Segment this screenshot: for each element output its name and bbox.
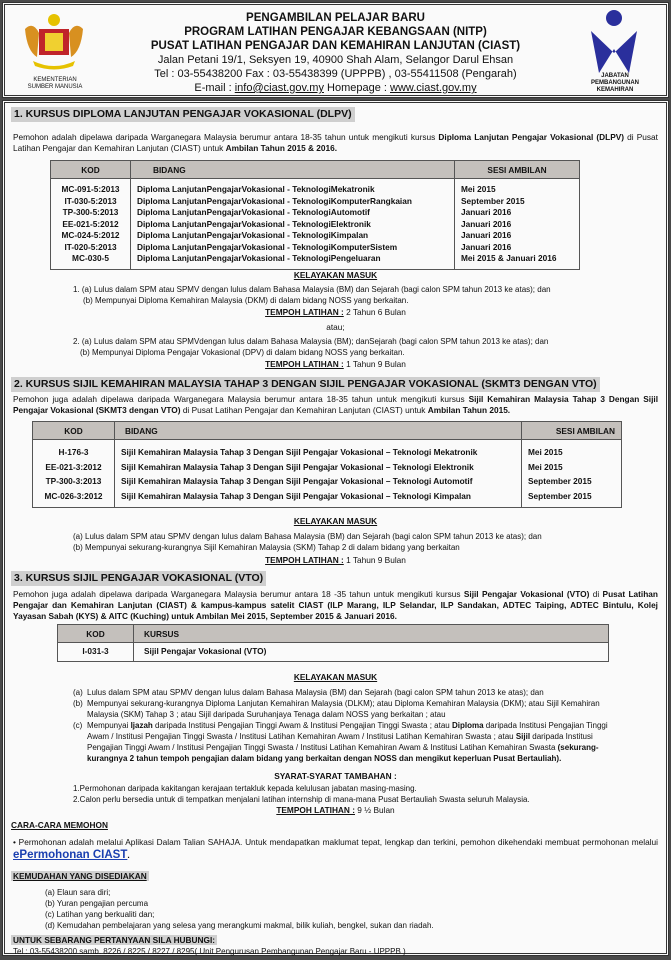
vto-course-table	[57, 624, 609, 662]
col-kod: KOD	[51, 161, 131, 179]
section-1-heading: 1. KURSUS DIPLOMA LANJUTAN PENGAJAR VOKASIONAL (DLPV)	[11, 107, 355, 122]
table-cell: MC-030-5	[51, 253, 131, 269]
table-cell: Diploma LanjutanPengajarVokasional - TeknologiElektronik	[131, 219, 455, 231]
table-cell: I-031-3	[58, 643, 134, 662]
table-cell: Mei 2015	[522, 440, 622, 460]
phone-fax: Tel : 03-55438200 Fax : 03-55438399 (UPPPB) , 03-55411508 (Pengarah)	[154, 68, 517, 80]
table-cell: TP-300-3:2013	[33, 474, 115, 489]
email-link[interactable]: info@ciast.gov.my	[234, 82, 324, 94]
table-row	[33, 440, 622, 460]
table-cell: Januari 2016	[455, 242, 580, 254]
homepage-link[interactable]: www.ciast.gov.my	[390, 82, 477, 94]
facility-item: (d) Kemudahan pembelajaran yang selesa yang merangkumi makmal, bilik kuliah, bengkel, sukan dan riadah.	[45, 921, 434, 930]
table-cell: EE-021-5:2012	[51, 219, 131, 231]
jpk-caption: KEMAHIRAN	[596, 87, 634, 93]
table-row	[51, 207, 580, 219]
table-cell: Diploma LanjutanPengajarVokasional - TeknologiKomputerRangkaian	[131, 196, 455, 208]
table-row	[51, 230, 580, 242]
title-line: PUSAT LATIHAN PENGAJAR DAN KEMAHIRAN LANJUTAN (CIAST)	[150, 40, 521, 52]
table-cell: H-176-3	[33, 440, 115, 460]
tempoh-latihan: TEMPOH LATIHAN : 9 ½ Bulan	[276, 805, 395, 815]
homepage-label: Homepage :	[323, 82, 390, 94]
requirement-item: (b) Mempunyai Diploma Kemahiran Malaysia (DKM) di dalam bidang NOSS yang berkaitan.	[83, 296, 409, 305]
jpk-caption: PEMBANGUNAN	[591, 80, 639, 86]
facility-item: (a) Elaun sara diri;	[45, 888, 111, 897]
table-row	[51, 179, 580, 196]
table-cell: Diploma LanjutanPengajarVokasional - TeknologiKomputerSistem	[131, 242, 455, 254]
facility-item: (b) Yuran pengajian percuma	[45, 899, 149, 908]
table-cell: Diploma LanjutanPengajarVokasional - TeknologiAutomotif	[131, 207, 455, 219]
table-cell: Sijil Pengajar Vokasional (VTO)	[134, 643, 609, 662]
table-row	[51, 242, 580, 254]
table-cell: IT-020-5:2013	[51, 242, 131, 254]
table-cell: Mei 2015	[455, 179, 580, 196]
col-bidang: BIDANG	[115, 422, 522, 440]
malaysia-coat-of-arms-logo	[19, 11, 89, 73]
table-cell: September 2015	[522, 489, 622, 508]
table-row	[51, 196, 580, 208]
table-cell: Januari 2016	[455, 207, 580, 219]
title-line: PENGAMBILAN PELAJAR BARU	[246, 12, 425, 24]
table-row	[33, 460, 622, 475]
section-2-intro: Pemohon juga adalah dipelawa daripada Warganegara Malaysia berumur antara 18-35 tahun untuk mengikuti kursus Sijil Kemahiran Malaysia Tahap 3 Dengan Sijil Pengajar Vokasional (SKMT3 dengan VTO) di Pusat Latihan Pengajar dan Kemahiran Lanjutan (CIAST) untuk Ambilan Tahun 2015.	[13, 394, 658, 415]
table-cell: Diploma LanjutanPengajarVokasional - TeknologiPengeluaran	[131, 253, 455, 269]
atau-text: atau;	[326, 322, 345, 332]
table-cell: MC-026-3:2012	[33, 489, 115, 508]
cara-memohon-text: • Permohonan adalah melalui Aplikasi Dalam Talian SAHAJA. Untuk mendapatkan maklumat tepat, lengkap dan terkini, pemohon dikehendaki membuat permohonan melalui ePermohonan CIAST.	[13, 837, 658, 861]
section-3-intro: Pemohon juga adalah dipelawa daripada Warganegara Malaysia berumur antara 18 -35 tahun untuk mengikuti kursus Sijil Pengajar Vokasional (VTO) di Pusat Latihan Pengajar dan Kemahiran Lanjutan (CIAST) & kampus-kampus satelit CIAST (ILP Marang, ILP Selandar, ILP Sandakan, ADTEC Taiping, ADTEC Bintulu, Kolej Yayasan Sabah (KYS) & AITC (Kuching) untuk Ambilan Mei 2015, September 2015 & Januari 2016.	[13, 589, 658, 621]
table-cell: Sijil Kemahiran Malaysia Tahap 3 Dengan Sijil Pengajar Vokasional – Teknologi Mekatronik	[115, 440, 522, 460]
address: Jalan Petani 19/1, Seksyen 19, 40900 Shah Alam, Selangor Darul Ehsan	[157, 54, 514, 66]
col-bidang: BIDANG	[131, 161, 455, 179]
jpk-logo	[589, 9, 639, 73]
kelayakan-heading: KELAYAKAN MASUK	[293, 672, 378, 682]
kelayakan-heading: KELAYAKAN MASUK	[293, 270, 378, 280]
requirement-item: (b) Mempunyai sekurang-kurangnya Sijil Kemahiran Malaysia (SKM) Tahap 2 di dalam bidang yang berkaitan	[73, 543, 460, 552]
cara-memohon-heading: CARA-CARA MEMOHON	[11, 820, 108, 830]
table-cell: Mei 2015	[522, 460, 622, 475]
table-row	[33, 474, 622, 489]
epermohonan-link[interactable]: ePermohonan CIAST	[13, 849, 128, 861]
table-cell: Januari 2016	[455, 230, 580, 242]
letterhead	[2, 2, 669, 98]
tempoh-latihan: TEMPOH LATIHAN : 1 Tahun 9 Bulan	[265, 359, 406, 369]
col-sesi: SESI AMBILAN	[455, 161, 580, 179]
table-row	[33, 489, 622, 508]
tempoh-latihan: TEMPOH LATIHAN : 1 Tahun 9 Bulan	[265, 555, 406, 565]
table-row	[58, 643, 609, 662]
kemudahan-heading: KEMUDAHAN YANG DISEDIAKAN	[13, 871, 147, 881]
jpk-caption: JABATAN	[601, 73, 629, 79]
title-line: PROGRAM LATIHAN PENGAJAR KEBANGSAAN (NITP)	[184, 26, 487, 38]
col-kod: KOD	[33, 422, 115, 440]
skmt3-course-table	[32, 421, 622, 508]
table-cell: Sijil Kemahiran Malaysia Tahap 3 Dengan Sijil Pengajar Vokasional – Teknologi Elektronik	[115, 460, 522, 475]
table-cell: Sijil Kemahiran Malaysia Tahap 3 Dengan Sijil Pengajar Vokasional – Teknologi Automotif	[115, 474, 522, 489]
table-cell: MC-091-5:2013	[51, 179, 131, 196]
table-cell: TP-300-5:2013	[51, 207, 131, 219]
requirement-item: 1. (a) Lulus dalam SPM atau SPMV dengan lulus dalam Bahasa Malaysia (BM) dan Sejarah (bagi calon SPM tahun 2013 ke atas); dan	[73, 285, 551, 294]
contact-phone: Tel : 03-55438200 samb. 8226 / 8225 / 8227 / 8295( Unit Pengurusan Pembangunan Pengajar Baru - UPPPB )	[13, 947, 406, 956]
col-kod: KOD	[58, 625, 134, 643]
tempoh-latihan: TEMPOH LATIHAN : 2 Tahun 6 Bulan	[265, 307, 406, 317]
table-row	[51, 253, 580, 269]
email-label: E-mail :	[194, 82, 235, 94]
syarat-heading: SYARAT-SYARAT TAMBAHAN :	[274, 771, 397, 781]
requirement-item: 2. (a) Lulus dalam SPM atau SPMVdengan lulus dalam Bahasa Malaysia (BM); danSejarah (bagi calon SPM tahun 2013 ke atas); dan	[73, 337, 549, 346]
table-cell: Diploma LanjutanPengajarVokasional - TeknologiKimpalan	[131, 230, 455, 242]
facility-item: (c) Latihan yang berkualiti dan;	[45, 910, 155, 919]
table-cell: September 2015	[455, 196, 580, 208]
contact-heading: UNTUK SEBARANG PERTANYAAN SILA HUBUNGI:	[13, 935, 216, 945]
notice-body	[2, 100, 669, 956]
syarat-item: 2.Calon perlu bersedia untuk di tempatkan menjalani latihan internship di mana-mana Pusat Bertauliah Swasta seluruh Malaysia.	[73, 795, 530, 804]
kelayakan-heading: KELAYAKAN MASUK	[293, 516, 378, 526]
table-cell: IT-030-5:2013	[51, 196, 131, 208]
table-cell: Januari 2016	[455, 219, 580, 231]
ministry-caption: SUMBER MANUSIA	[27, 84, 83, 90]
table-cell: Diploma LanjutanPengajarVokasional - TeknologiMekatronik	[131, 179, 455, 196]
table-cell: September 2015	[522, 474, 622, 489]
section-1-intro: Pemohon adalah dipelawa daripada Warganegara Malaysia berumur antara 18-35 tahun untuk mengikuti kursus Diploma Lanjutan Pengajar Vokasional (DLPV) di Pusat Latihan Pengajar dan Kemahiran Lanjutan (CIAST) untuk Ambilan Tahun 2015 & 2016.	[13, 132, 658, 153]
section-3-heading: 3. KURSUS SIJIL PENGAJAR VOKASIONAL (VTO)	[11, 571, 266, 586]
dlpv-course-table	[50, 160, 580, 270]
col-sesi: SESI AMBILAN	[522, 422, 622, 440]
syarat-item: 1.Permohonan daripada kakitangan kerajaan tertakluk kepada kelulusan jabatan masing-masing.	[73, 784, 417, 793]
requirement-item-a: (a) Lulus dalam SPM atau SPMV dengan lulus dalam Bahasa Malaysia (BM) dan Sejarah (bagi calon SPM tahun 2013 ke atas); dan	[73, 688, 544, 697]
requirement-item-c: (c) Mempunyai Ijazah daripada Institusi Pengajian Tinggi Awam & Institusi Pengajian Tinggi Swasta ; atau Diploma daripada Institusi Pengajian Tinggi Awam / Institusi Pengajian Tinggi Swasta / Institusi Latihan Kemahiran Awam / Institusi Latihan Kemahiran Swasta ; atau Sijil daripada Institusi Pengajian Tinggi Awam / Institusi Pengajian Tinggi Swasta / Institusi Latihan Kemahiran Awam & Institusi Latihan Kemahiran Swasta (sekurang-kurangnya 2 tahun tempoh pengajian dalam bidang yang berkaitan dengan NOSS dan mengikut keperluan Pusat Bertauliah).	[73, 721, 608, 763]
table-cell: EE-021-3:2012	[33, 460, 115, 475]
table-row	[51, 219, 580, 231]
requirement-item: (a) Lulus dalam SPM atau SPMV dengan lulus dalam Bahasa Malaysia (BM) dan Sejarah (bagi calon SPM tahun 2013 ke atas); dan	[73, 532, 542, 541]
ministry-caption: KEMENTERIAN	[33, 77, 77, 83]
table-cell: Sijil Kemahiran Malaysia Tahap 3 Dengan Sijil Pengajar Vokasional – Teknologi Kimpalan	[115, 489, 522, 508]
requirement-item-b: (b) Mempunyai sekurang-kurangnya Diploma Lanjutan Kemahiran Malaysia (DLKM); atau Diploma Kemahiran Malaysia (DKM); atau Sijil Kemahiran Malaysia (SKM) Tahap 3 ; atau Sijil daripada Suruhanjaya Tenaga dalam NOSS yang berkaitan ; atau	[73, 699, 600, 719]
col-kursus: KURSUS	[134, 625, 609, 643]
table-cell: Mei 2015 & Januari 2016	[455, 253, 580, 269]
table-cell: MC-024-5:2012	[51, 230, 131, 242]
requirement-item: (b) Mempunyai Diploma Pengajar Vokasional (DPV) di dalam bidang NOSS yang berkaitan.	[80, 348, 405, 357]
section-2-heading: 2. KURSUS SIJIL KEMAHIRAN MALAYSIA TAHAP 3 DENGAN SIJIL PENGAJAR VOKASIONAL (SKMT3 DENGAN VTO)	[11, 377, 600, 392]
